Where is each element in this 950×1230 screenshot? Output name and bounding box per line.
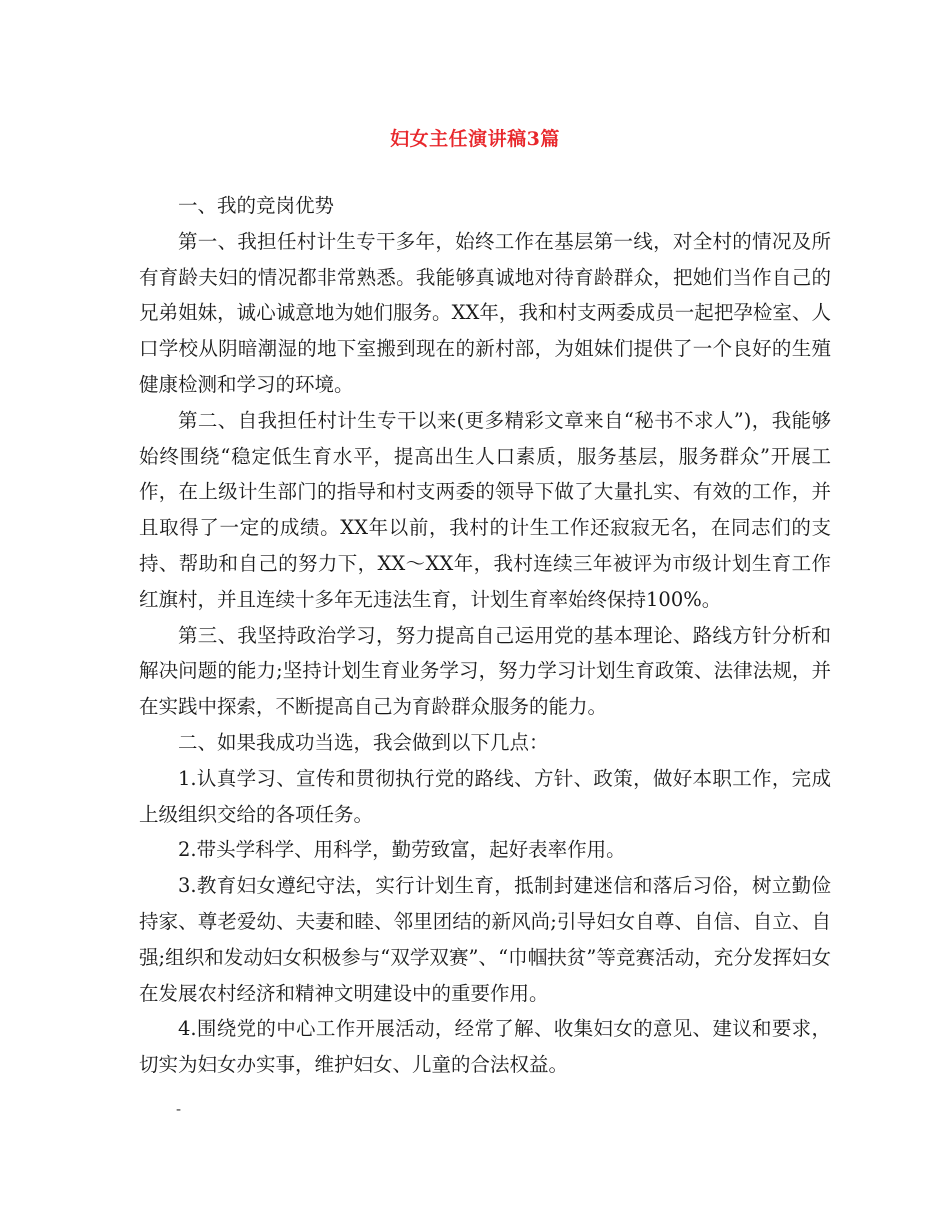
body-paragraph: 第一、我担任村计生专干多年，始终工作在基层第一线，对全村的情况及所有育龄夫妇的情况都非常熟悉。我能够真诚地对待育龄群众，把她们当作自己的兄弟姐妹，诚心诚意地为她们服务。XX年，我和村支两委成员一起把孕检室、人口学校从阴暗潮湿的地下室搬到现在的新村部，为姐妹们提供了一个良好的生殖健康检测和学习的环境。: [139, 229, 831, 396]
body-paragraph: 第二、自我担任村计生专干以来(更多精彩文章来自“秘书不求人”)，我能够始终围绕“稳定低生育水平，提高出生人口素质，服务基层，服务群众”开展工作，在上级计生部门的指导和村支两委的领导下做了大量扎实、有效的工作，并且取得了一定的成绩。XX年以前，我村的计生工作还寂寂无名，在同志们的支持、帮助和自己的努力下，XX～XX年，我村连续三年被评为市级计划生育工作红旗村，并且连续十多年无违法生育，计划生育率始终保持100%。: [139, 408, 831, 611]
list-item: 2.带头学科学、用科学，勤劳致富，起好表率作用。: [178, 838, 626, 862]
section-heading: 一、我的竞岗优势: [178, 194, 335, 217]
body-paragraph: 第三、我坚持政治学习，努力提高自己运用党的基本理论、路线方针分析和解决问题的能力;坚持计划生育业务学习，努力学习计划生育政策、法律法规，并在实践中探索，不断提高自己为育龄群众服务的能力。: [139, 623, 831, 719]
trailing-dash: -: [176, 1100, 182, 1118]
section-heading: 二、如果我成功当选，我会做到以下几点：: [178, 730, 549, 754]
document-body: [139, 188, 831, 1083]
list-item: 1.认真学习、宣传和贯彻执行党的路线、方针、政策，做好本职工作，完成上级组织交给的各项任务。: [139, 766, 831, 826]
document-title: 妇女主任演讲稿3篇: [390, 128, 560, 150]
list-item: 4.围绕党的中心工作开展活动，经常了解、收集妇女的意见、建议和要求，切实为妇女办实事，维护妇女、儿童的合法权益。: [139, 1017, 831, 1077]
list-item: 3.教育妇女遵纪守法，实行计划生育，抵制封建迷信和落后习俗，树立勤俭持家、尊老爱幼、夫妻和睦、邻里团结的新风尚;引导妇女自尊、自信、自立、自强;组织和发动妇女积极参与“双学双赛”、“巾帼扶贫”等竞赛活动，充分发挥妇女在发展农村经济和精神文明建设中的重要作用。: [139, 874, 831, 1005]
